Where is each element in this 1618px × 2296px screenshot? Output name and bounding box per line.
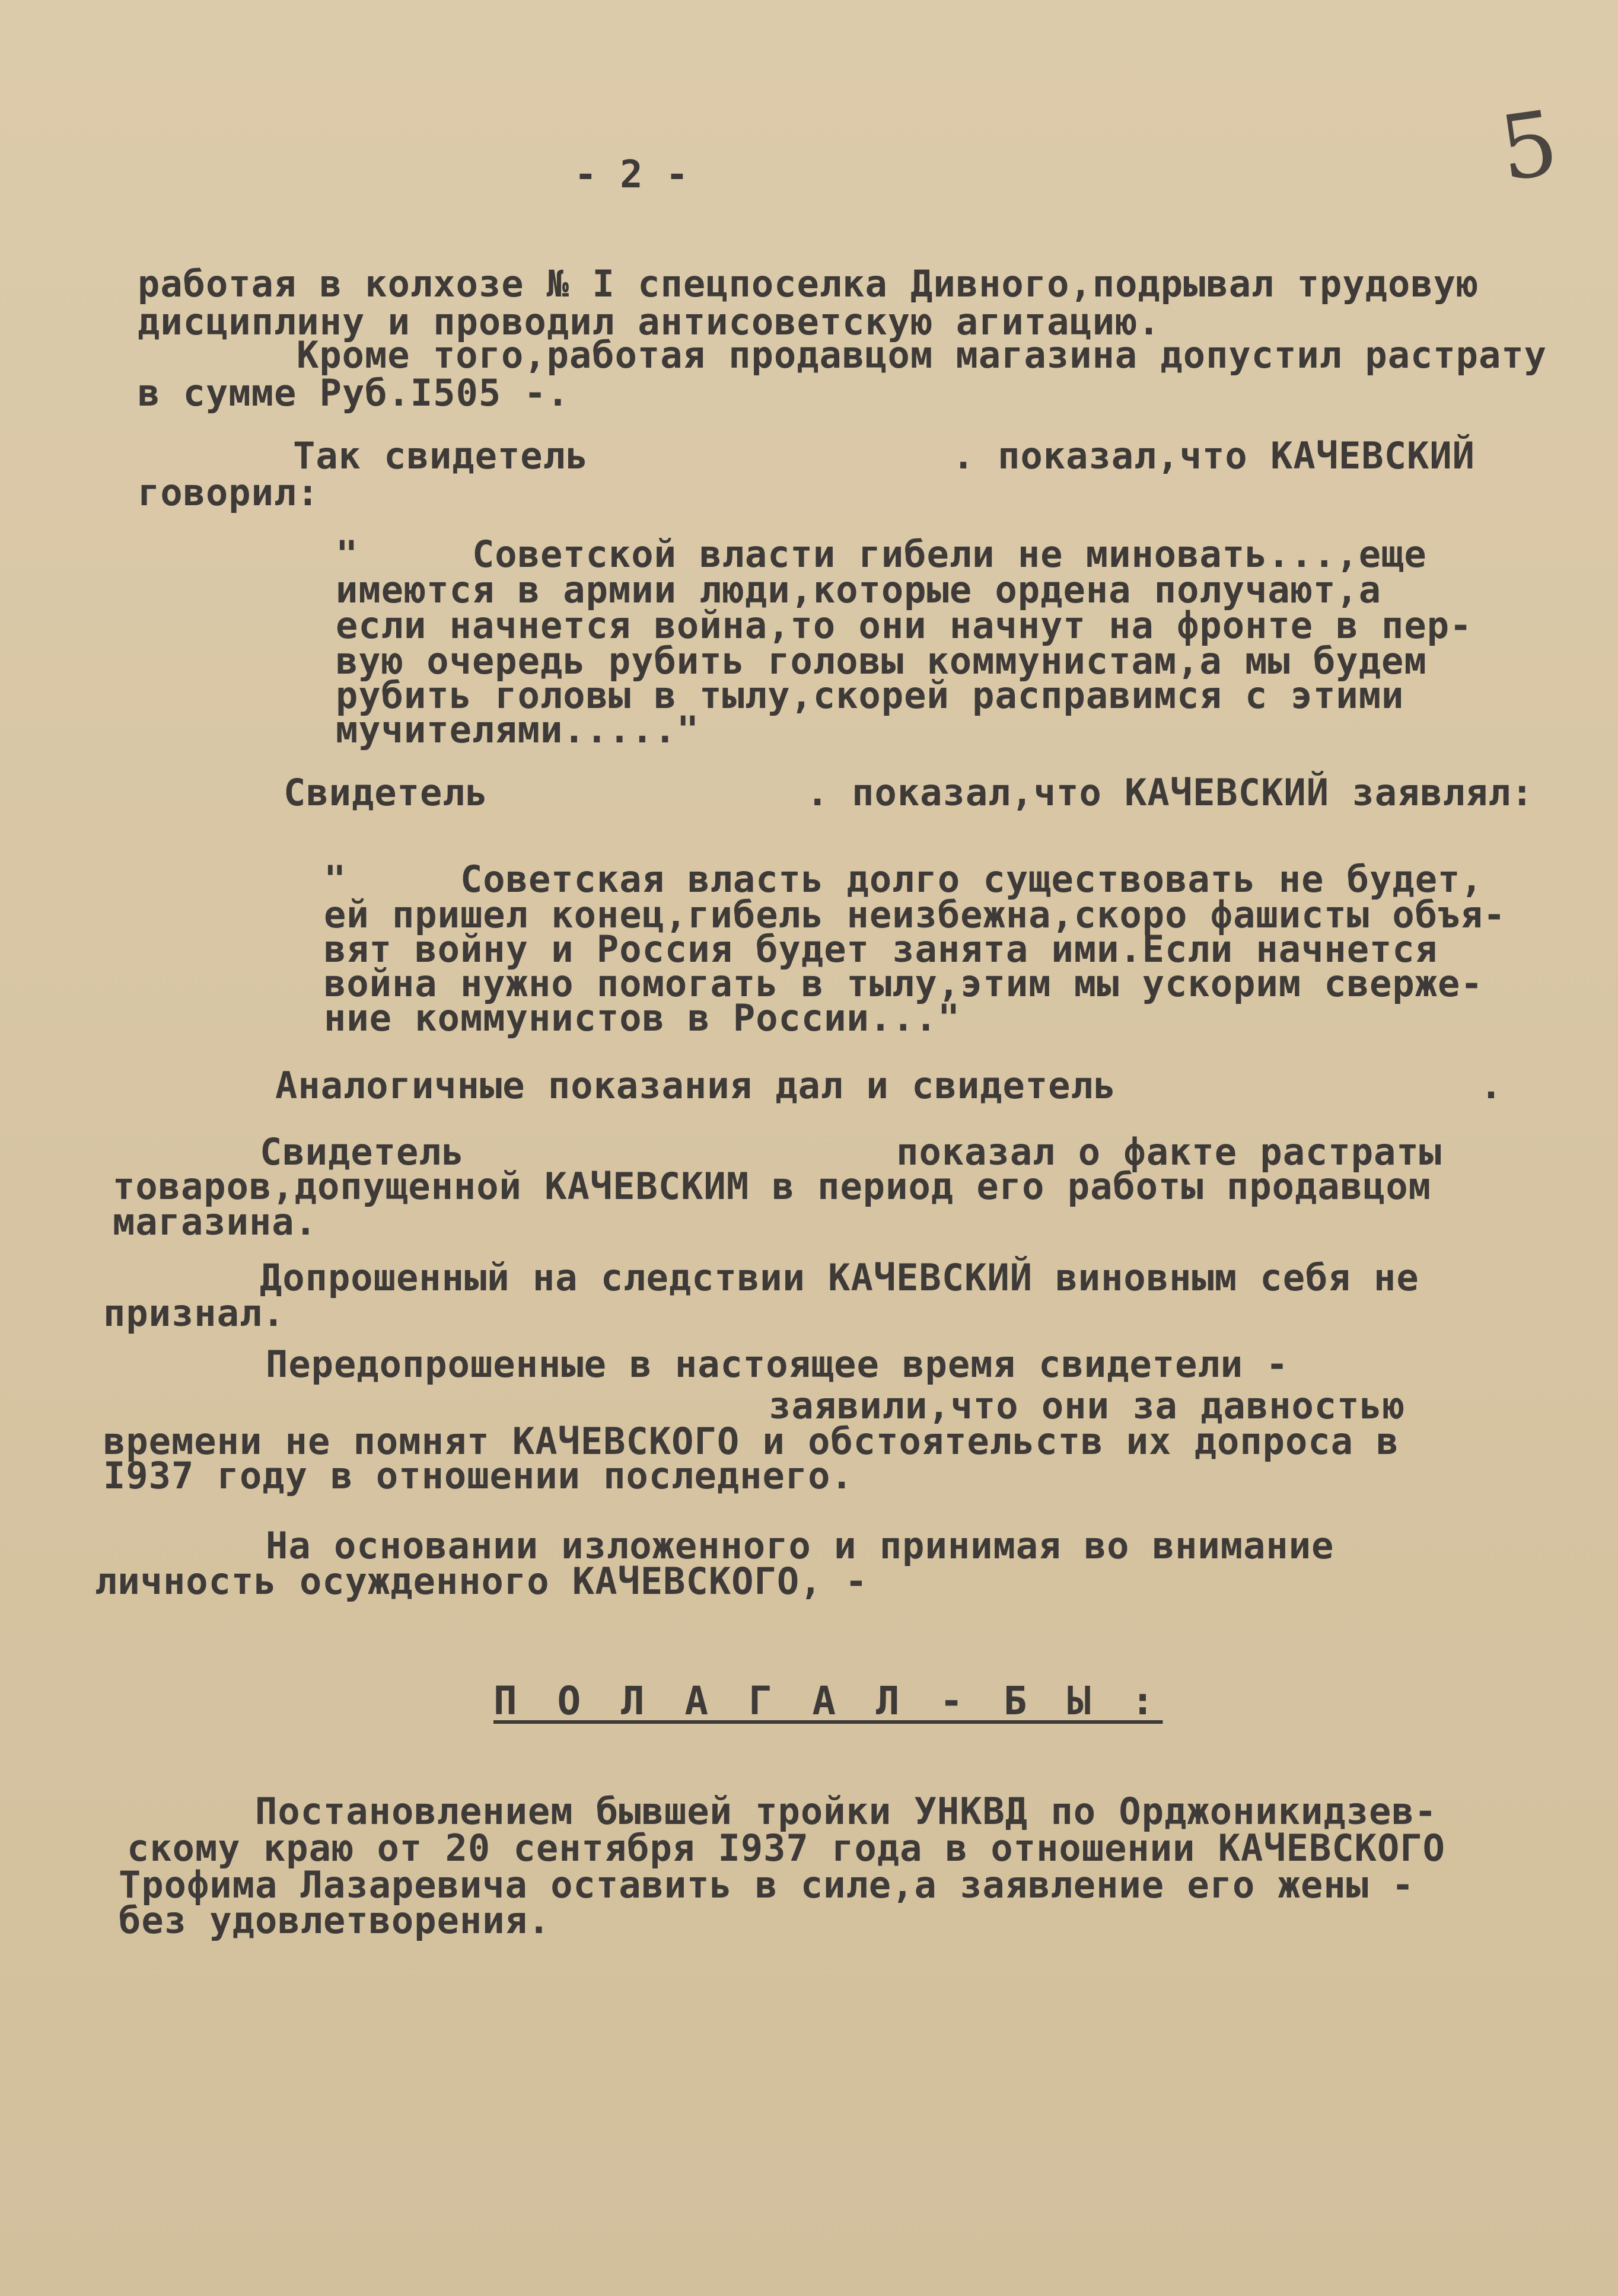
quote-line: если начнется война,то они начнут на фронте в пер- <box>336 604 1473 647</box>
text-line: Так свидетель . показал,что КАЧЕВСКИЙ <box>293 434 1476 477</box>
quote-line: вят войну и Россия будет занята ими.Если начнется <box>324 927 1438 971</box>
text-line: дисциплину и проводил антисоветскую агитацию. <box>138 300 1161 343</box>
text-line: Аналогичные показания дал и свидетель . <box>275 1064 1503 1107</box>
text-line: Постановлением бывшей тройки УНКВД по Орджоникидзев- <box>255 1790 1438 1833</box>
text-line: скому краю от 20 сентября I937 года в отношении КАЧЕВСКОГО <box>127 1826 1445 1870</box>
quote-line: ние коммунистов в России..." <box>324 996 961 1039</box>
quote-line: ей пришел конец,гибель неизбежна,скоро фашисты объя- <box>324 893 1506 936</box>
text-line: Кроме того,работая продавцом магазина допустил растрату <box>297 333 1547 377</box>
text-line: в сумме Руб.I505 -. <box>138 371 570 414</box>
quote-line: война нужно помогать в тылу,этим мы ускорим сверже- <box>324 962 1483 1005</box>
text-line: Передопрошенные в настоящее время свидетели - <box>266 1342 1289 1386</box>
text-line: времени не помнят КАЧЕВСКОГО и обстоятельств их допроса в <box>103 1420 1399 1463</box>
handwritten-folio-number: 5 <box>1493 91 1565 202</box>
text-line: Трофима Лазаревича оставить в силе,а заявление его жены - <box>119 1863 1415 1906</box>
quote-line: имеются в армии люди,которые ордена получают,а <box>336 568 1382 611</box>
resolution-heading: П О Л А Г А Л - Б Ы : <box>493 1678 1163 1724</box>
text-line: заявили,что они за давностью <box>769 1384 1406 1427</box>
text-line: работая в колхозе № I спецпоселка Дивного,подрывал трудовую <box>138 262 1479 305</box>
quote-line: рубить головы в тылу,скорей расправимся с этими <box>336 674 1404 717</box>
text-line: I937 году в отношении последнего. <box>103 1454 853 1497</box>
quote-line: вую очередь рубить головы коммунистам,а мы будем <box>336 639 1427 683</box>
text-line: Свидетель показал о факте растраты <box>260 1130 1442 1173</box>
page-number: - 2 - <box>574 153 689 197</box>
quote-line: мучителями....." <box>336 708 700 751</box>
quote-line: " Советская власть долго существовать не будет, <box>324 857 1483 901</box>
text-line: Свидетель . показал,что КАЧЕВСКИЙ заявлял: <box>284 771 1534 814</box>
text-line: товаров,допущенной КАЧЕВСКИМ в период его работы продавцом <box>113 1165 1431 1208</box>
text-line: без удовлетворения. <box>119 1899 551 1942</box>
quote-line: " Советской власти гибели не миновать...,еще <box>336 532 1427 576</box>
text-line: На основании изложенного и принимая во внимание <box>266 1524 1334 1567</box>
text-line: говорил: <box>138 471 320 514</box>
text-line: признал. <box>103 1292 285 1335</box>
text-line: личность осужденного КАЧЕВСКОГО, - <box>95 1560 868 1603</box>
text-line: Допрошенный на следствии КАЧЕВСКИЙ виновным себя не <box>260 1256 1419 1299</box>
text-line: магазина. <box>113 1200 317 1243</box>
